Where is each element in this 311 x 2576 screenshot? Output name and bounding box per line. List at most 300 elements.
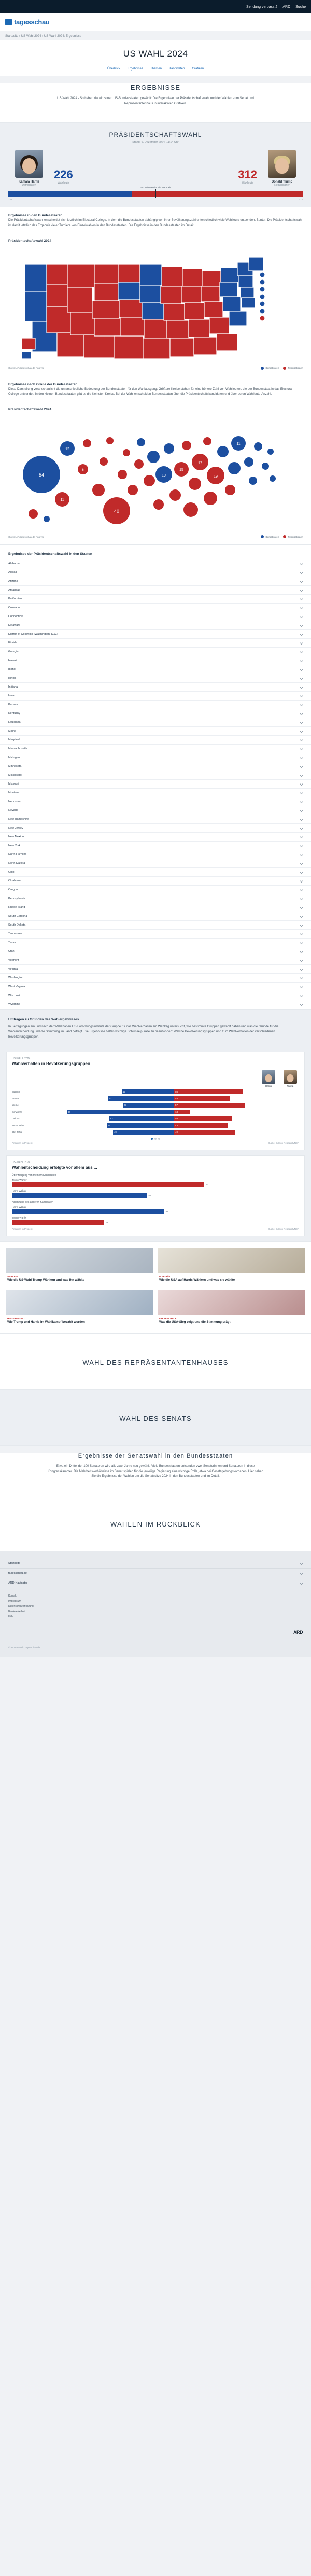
state-accordion-item[interactable] <box>0 912 311 921</box>
state-accordion-label: Florida <box>8 641 17 645</box>
us-bubble-map[interactable] <box>0 412 311 534</box>
topbar-item-sendung[interactable]: Sendung verpasst? <box>246 5 278 9</box>
state-accordion-item[interactable] <box>0 692 311 701</box>
footer-row-tagesschau[interactable] <box>0 1569 311 1578</box>
legend-dem-2: Demokraten <box>265 535 279 538</box>
state-accordion-label: Missouri <box>8 782 19 786</box>
chevron-down-icon <box>300 685 303 689</box>
chevron-down-icon <box>300 835 303 838</box>
chevron-down-icon <box>300 879 303 883</box>
chevron-down-icon <box>300 667 303 671</box>
retrospective-section <box>0 1495 311 1551</box>
bubble-map-subhead: Präsidentschaftswahl 2024 <box>8 408 52 412</box>
state-accordion-item[interactable] <box>0 789 311 797</box>
state-accordion-label: Maryland <box>8 738 20 742</box>
state-accordion-item[interactable] <box>0 850 311 859</box>
trump-photo <box>268 150 296 178</box>
teaser-kicker: ANALYSE <box>7 1275 19 1278</box>
poll2-row <box>12 1216 299 1225</box>
bar-left-value: 226 <box>8 198 12 201</box>
ard-logo[interactable]: ARD <box>293 1630 303 1635</box>
senate-section <box>0 1390 311 1446</box>
state-accordion-label: West Virginia <box>8 985 25 989</box>
chevron-down-icon <box>300 861 303 865</box>
logo[interactable] <box>5 18 50 26</box>
chevron-down-icon <box>300 623 303 627</box>
chevron-down-icon <box>300 720 303 724</box>
state-accordion-label: South Dakota <box>8 923 26 927</box>
chevron-down-icon <box>300 659 303 662</box>
state-accordion-item[interactable] <box>0 595 311 604</box>
senate-title: WAHL DES SENATS <box>119 1414 192 1422</box>
state-accordion-item[interactable] <box>0 568 311 577</box>
state-accordion-label: Illinois <box>8 677 17 680</box>
map-legend <box>261 367 303 370</box>
electors-label-left: Wahlleute <box>58 181 69 185</box>
state-accordion-item[interactable] <box>0 939 311 947</box>
poll1-dem-value: 41 <box>124 1104 127 1107</box>
chevron-down-icon <box>300 941 303 944</box>
state-accordion-label: Alaska <box>8 571 17 575</box>
trump-electors: 312 <box>238 167 257 181</box>
chevron-down-icon <box>300 897 303 900</box>
poll1-rep-value: 13 <box>175 1111 178 1114</box>
state-accordion-label: Kentucky <box>8 712 20 716</box>
poll1-pagination[interactable] <box>12 1138 299 1140</box>
electors-bar-caption <box>0 197 311 207</box>
chevron-right-icon-3 <box>300 1581 303 1585</box>
bubble-map-footer <box>0 534 311 544</box>
poll1-row-label: Männer <box>12 1090 20 1094</box>
subnav-item-kandidaten[interactable]: Kandidaten <box>169 67 185 71</box>
state-map-intro: Die Präsidentschaftswahl entscheidet sich letztlich im Electoral College, in dem die Bundesstaaten abhängig von ihrer Bevölkerungszahl unterschiedlich viele Wahlleute entsenden. Bunter: Die Präsidentschaftswahl ist damit letztlich das Ergebnis vieler Turniere von Einzelwahlen in den Bundesstaaten. Die Ergebnisse in den Bundesstaaten im Detail: <box>8 218 303 227</box>
state-accordion-label: Mississippi <box>8 774 22 777</box>
chevron-down-icon <box>300 632 303 636</box>
state-accordion-item[interactable] <box>0 674 311 683</box>
topbar-item-suche[interactable]: Suche <box>295 5 306 9</box>
state-map-section <box>0 207 311 376</box>
state-accordion-item[interactable] <box>0 797 311 806</box>
state-accordion-item[interactable] <box>0 577 311 586</box>
poll1-row-label: Weiße <box>12 1104 19 1107</box>
state-accordion-item[interactable] <box>0 604 311 612</box>
poll2-note: Angaben in Prozent <box>12 1228 33 1231</box>
candidate-harris[interactable] <box>8 150 50 187</box>
state-accordion-label: Kalifornien <box>8 597 22 601</box>
electors-summary <box>50 168 261 187</box>
topbar-item-ard[interactable]: ARD <box>282 5 291 9</box>
poll2-row-value: 32 <box>105 1221 108 1224</box>
state-accordion-label: Alabama <box>8 562 20 566</box>
chevron-down-icon <box>300 703 303 706</box>
state-accordion-item[interactable] <box>0 921 311 930</box>
state-accordion-label: Arkansas <box>8 589 20 592</box>
bar-right-value: 312 <box>299 198 303 201</box>
poll2-row-label: Trump-Wähler <box>12 1179 27 1182</box>
poll1-head-harris-label: Harris <box>265 1085 272 1088</box>
poll2-row-label: Harris-Wähler <box>12 1206 26 1209</box>
chevron-down-icon <box>300 817 303 821</box>
state-accordion-item[interactable] <box>0 991 311 1000</box>
footer-row-navigator[interactable] <box>0 1578 311 1588</box>
poll1-head-trump <box>281 1070 299 1087</box>
teaser-kicker: PORTRÄT <box>159 1275 171 1278</box>
poll2-subhead-2: Ablehnung des anderen Kandidaten <box>12 1201 53 1205</box>
teaser-card[interactable] <box>158 1290 305 1327</box>
state-accordion-item[interactable] <box>0 771 311 780</box>
svg-text:40: 40 <box>114 509 120 514</box>
state-accordion-label: Maine <box>8 730 16 733</box>
chevron-right-icon-2 <box>300 1571 303 1575</box>
state-accordion-label: Kansas <box>8 703 18 707</box>
chevron-down-icon <box>300 932 303 935</box>
state-accordion-label: New Mexico <box>8 835 24 839</box>
teaser-card[interactable] <box>6 1248 153 1285</box>
chevron-down-icon <box>300 764 303 768</box>
state-accordion-item[interactable] <box>0 559 311 568</box>
poll1-dem-value: 42 <box>122 1090 125 1094</box>
state-accordion-label: Vermont <box>8 959 19 962</box>
poll1-source: Quelle: Edison Research/NEP <box>267 1142 299 1145</box>
teaser-card[interactable] <box>6 1290 153 1327</box>
harris-party: Demokraten <box>22 183 36 187</box>
svg-text:19: 19 <box>162 474 166 478</box>
chevron-down-icon <box>300 967 303 971</box>
bubble-map-section <box>0 376 311 545</box>
bubble-map-source: Quelle: AP/tagesschau.de-Analyse <box>8 535 45 538</box>
chevron-down-icon <box>300 755 303 759</box>
site-footer <box>0 1551 311 1642</box>
polls-title: Umfragen zu Gründen des Wahlergebnisses <box>8 1018 79 1022</box>
copyright: © ARD-aktuell / tagesschau.de <box>0 1642 311 1657</box>
state-accordion-item[interactable] <box>0 894 311 903</box>
state-accordion-label: Idaho <box>8 668 16 671</box>
logo-mark-icon <box>5 19 12 25</box>
poll2-source: Quelle: Edison Research/NEP <box>267 1228 299 1231</box>
bubble-map-heading: Ergebnisse nach Größe der Bundesstaaten <box>8 382 78 386</box>
house-section <box>0 1334 311 1390</box>
svg-text:11: 11 <box>60 498 64 502</box>
teaser-kicker: HINTERGRUND <box>7 1317 25 1320</box>
subnav-item-ueberblick[interactable]: Überblick <box>107 67 120 71</box>
chevron-down-icon <box>300 976 303 979</box>
legend-rep: Republikaner <box>288 367 303 370</box>
poll1-head-trump-label: Trump <box>287 1085 294 1088</box>
state-accordion-item[interactable] <box>0 683 311 692</box>
svg-text:17: 17 <box>198 461 202 466</box>
harris-thumb-photo <box>262 1070 275 1084</box>
chevron-down-icon <box>300 870 303 874</box>
states-accordion[interactable] <box>0 559 311 1009</box>
chevron-down-icon <box>300 888 303 891</box>
results-intro-section <box>0 83 311 123</box>
state-accordion-item[interactable] <box>0 956 311 965</box>
presidential-section <box>0 123 311 207</box>
state-accordion-label: Pennsylvania <box>8 897 25 901</box>
teaser-section <box>0 1242 311 1334</box>
state-accordion-item[interactable] <box>0 701 311 709</box>
footer-row-label-0: Startseite <box>8 1562 21 1565</box>
state-accordion-label: North Carolina <box>8 853 27 857</box>
harris-name: Kamala Harris <box>18 180 40 184</box>
state-accordion-label: Ohio <box>8 871 15 874</box>
chevron-down-icon <box>300 676 303 680</box>
state-accordion-label: Rhode Island <box>8 906 25 909</box>
teaser-kicker: FAKTENCHECK <box>159 1317 177 1320</box>
state-accordion-label: Massachusetts <box>8 747 27 751</box>
chevron-down-icon <box>300 588 303 592</box>
house-title: WAHL DES REPRÄSENTANTENHAUSES <box>82 1358 229 1366</box>
teaser-headline: Wie die US-Wahl Trump Wählern und was ihn wählte <box>7 1279 85 1282</box>
poll2-row-value: 67 <box>206 1183 209 1186</box>
state-accordion-item[interactable] <box>0 815 311 824</box>
poll2-kicker: US-WAHL 2024 <box>12 1161 31 1165</box>
state-accordion-label: New York <box>8 844 21 848</box>
senate-states-section <box>0 1453 311 1496</box>
state-accordion-item[interactable] <box>0 806 311 815</box>
bubble-map-legend <box>261 535 303 538</box>
teaser-headline: Was die USA-Sieg zeigt und die Stimmung prägt <box>159 1320 231 1324</box>
state-accordion-item[interactable] <box>0 639 311 648</box>
poll1-row <box>12 1103 299 1108</box>
poll1-dem-value: 53 <box>109 1097 112 1100</box>
chevron-down-icon <box>300 562 303 565</box>
poll2-row-value: 47 <box>148 1194 151 1197</box>
chevron-down-icon <box>300 738 303 741</box>
poll1-row <box>12 1123 299 1128</box>
poll1-row-label: Schwarze <box>12 1111 22 1114</box>
state-accordion-item[interactable] <box>0 842 311 850</box>
poll1-rep-value: 45 <box>175 1097 178 1100</box>
state-accordion-item[interactable] <box>0 630 311 639</box>
footer-link[interactable]: Impressum <box>8 1600 21 1603</box>
chevron-right-icon <box>300 1561 303 1565</box>
state-accordion-item[interactable] <box>0 762 311 771</box>
state-accordion-item[interactable] <box>0 965 311 974</box>
state-accordion-item[interactable] <box>0 745 311 753</box>
teaser-headline: Wie die USA auf Harris Wählern und was sie wählte <box>159 1279 235 1282</box>
chevron-down-icon <box>300 791 303 794</box>
state-accordion-label: New Hampshire <box>8 818 29 821</box>
state-accordion-label: Minnesota <box>8 765 22 768</box>
footer-row-label-1: tagesschau.de <box>8 1572 27 1575</box>
state-accordion-label: Washington <box>8 976 23 980</box>
state-accordion-item[interactable] <box>0 859 311 868</box>
us-map-svg[interactable] <box>0 244 311 366</box>
legend-dem: Demokraten <box>265 367 279 370</box>
chevron-down-icon <box>300 826 303 830</box>
chevron-down-icon <box>300 773 303 777</box>
legend-rep-2: Republikaner <box>288 535 303 538</box>
teaser-thumb-a <box>6 1248 153 1273</box>
senate-states-title: Ergebnisse der Senatswahl in den Bundesstaaten <box>78 1452 233 1459</box>
state-accordion-label: South Carolina <box>8 915 27 918</box>
states-accordion-title: Ergebnisse der Präsidentschaftswahl in den Staaten <box>8 552 92 556</box>
chevron-down-icon <box>300 993 303 997</box>
state-accordion-label: Arizona <box>8 580 18 583</box>
chevron-down-icon <box>300 958 303 962</box>
chevron-down-icon <box>300 711 303 715</box>
state-accordion-item[interactable] <box>0 983 311 991</box>
poll-card-motivation <box>6 1155 305 1236</box>
state-accordion-item[interactable] <box>0 665 311 674</box>
results-title: ERGEBNISSE <box>130 83 181 91</box>
footer-link[interactable]: Hilfe <box>8 1615 14 1619</box>
poll1-dem-value: 52 <box>110 1117 113 1121</box>
state-accordion-label: Texas <box>8 941 16 945</box>
state-accordion-item[interactable] <box>0 930 311 939</box>
state-accordion-item[interactable] <box>0 718 311 727</box>
chevron-down-icon <box>300 570 303 574</box>
presidential-timestamp: Stand: 6. Dezember 2024, 11:14 Uhr <box>132 140 179 144</box>
state-accordion-label: Wisconsin <box>8 994 22 998</box>
senate-states-text: Etwa ein Drittel der 100 Senatoren wird alle zwei Jahre neu gewählt. Viele Bundesstaaten entsenden zwei Senatorinnen und Senatoren in diese Kongresskammer. Die Mehrheitsverhältnisse im Senat spielen für die jeweilige Regierung eine wichtige Rolle, etwa bei Gesetzgebungsvorhaben. Hier sehen Sie die Ergebnisse der Wahlen um die Senatssitze 2024 in den Bundesstaaten und im Detail. <box>48 1464 263 1478</box>
state-accordion-item[interactable] <box>0 780 311 789</box>
poll2-title: Wahlentscheidung erfolgte vor allem aus ... <box>12 1165 97 1170</box>
state-accordion-label: Nevada <box>8 809 18 813</box>
teaser-thumb-c <box>6 1290 153 1315</box>
chevron-down-icon <box>300 782 303 786</box>
state-accordion-label: District of Columbia (Washington, D.C.) <box>8 633 58 636</box>
state-accordion-item[interactable] <box>0 903 311 912</box>
chevron-down-icon <box>300 914 303 918</box>
harris-photo <box>15 150 43 178</box>
chevron-down-icon <box>300 1002 303 1006</box>
hamburger-icon[interactable] <box>298 20 306 25</box>
state-accordion-label: Michigan <box>8 756 20 760</box>
teaser-thumb-b <box>158 1248 305 1273</box>
poll1-dem-value: 86 <box>67 1111 70 1114</box>
footer-row-label-2: ARD-Navigator <box>8 1581 27 1585</box>
utility-topbar <box>0 0 311 13</box>
chevron-down-icon <box>300 985 303 988</box>
chevron-down-icon <box>300 614 303 618</box>
state-accordion-item[interactable] <box>0 621 311 630</box>
majority-marker-label: 270 Stimmen für die Mehrheit <box>140 186 171 189</box>
state-map-footer <box>0 366 311 376</box>
state-accordion-item[interactable] <box>0 886 311 894</box>
breadcrumb: Startseite › US-Wahl 2024 › US-Wahl 2024: Ergebnisse <box>0 31 311 40</box>
chevron-down-icon <box>300 852 303 856</box>
state-accordion-label: Nebraska <box>8 800 21 804</box>
chevron-down-icon <box>300 694 303 697</box>
chevron-down-icon <box>300 606 303 609</box>
footer-link[interactable]: Barrierefreiheit <box>8 1610 25 1614</box>
presidential-title: PRÄSIDENTSCHAFTSWAHL <box>109 131 202 138</box>
candidate-trump[interactable] <box>261 150 303 187</box>
poll1-dem-value: 54 <box>107 1124 110 1127</box>
svg-text:6: 6 <box>82 469 84 472</box>
state-accordion-item[interactable] <box>0 586 311 595</box>
state-accordion-item[interactable] <box>0 1000 311 1009</box>
subnav-item-ergebnisse[interactable]: Ergebnisse <box>127 67 143 71</box>
trump-thumb-photo <box>284 1070 297 1084</box>
presidential-head <box>0 123 311 146</box>
state-map-heading: Ergebnisse in den Bundesstaaten <box>8 213 63 217</box>
teaser-card[interactable] <box>158 1248 305 1285</box>
site-header <box>0 13 311 31</box>
poll1-rep-value: 46 <box>175 1117 178 1121</box>
chevron-down-icon <box>300 808 303 812</box>
electors-label-right: Wahlleute <box>242 181 253 185</box>
state-accordion-item[interactable] <box>0 648 311 656</box>
poll2-rows-conviction <box>12 1179 299 1198</box>
state-accordion-item[interactable] <box>0 753 311 762</box>
us-choropleth-map[interactable] <box>0 244 311 366</box>
svg-text:15: 15 <box>179 468 183 472</box>
state-accordion-label: New Jersey <box>8 827 23 830</box>
state-accordion-label: Indiana <box>8 685 18 689</box>
state-accordion-label: Virginia <box>8 968 18 971</box>
poll1-rep-value: 49 <box>175 1131 178 1134</box>
section-subnav <box>0 64 311 76</box>
teaser-thumb-d <box>158 1290 305 1315</box>
state-accordion-label: Utah <box>8 950 15 954</box>
state-accordion-item[interactable] <box>0 656 311 665</box>
chevron-down-icon <box>300 597 303 600</box>
polls-lede: In Befragungen am und nach der Wahl haben US-Forschungsinstitute der Gruppe für das Wahlverhalten am Wahltag untersucht, wie bestimmte Gruppen gewählt haben und was die Gründe für die Wahlentscheidung und die Stimmung im Land gefragt. Die Ergebnisse helfen wichtige Schlüsselpunkte zu beantworten: Welche Bevölkerungsgruppen und zum Wahlverhalten der verschiedenen Bevölkerungsgruppen. <box>8 1025 279 1039</box>
footer-link[interactable]: Datenschutzerklärung <box>8 1605 34 1608</box>
footer-row-startseite[interactable] <box>0 1559 311 1569</box>
poll1-note: Angaben in Prozent <box>12 1142 33 1145</box>
state-accordion-item[interactable] <box>0 947 311 956</box>
state-accordion-label: Oklahoma <box>8 879 22 883</box>
state-accordion-item[interactable] <box>0 877 311 886</box>
svg-text:54: 54 <box>38 472 45 478</box>
states-accordion-section <box>0 545 311 1010</box>
state-accordion-item[interactable] <box>0 727 311 736</box>
state-accordion-label: Georgia <box>8 650 19 654</box>
chevron-down-icon <box>300 949 303 953</box>
state-accordion-item[interactable] <box>0 612 311 621</box>
poll1-rep-value: 55 <box>175 1090 178 1094</box>
results-lede: US-Wahl 2024 - So haben die einzelnen US-Bundesstaaten gewählt: Die Ergebnisse der Präsidentschaftswahl und der Wahlen zum Senat und Repräsentantenhaus in interaktiven Grafiken. <box>57 97 254 105</box>
state-accordion-label: Delaware <box>8 624 21 627</box>
chevron-down-icon <box>300 579 303 583</box>
chevron-down-icon <box>300 641 303 645</box>
state-accordion-item[interactable] <box>0 868 311 877</box>
trump-name: Donald Trump <box>271 180 293 184</box>
state-accordion-item[interactable] <box>0 833 311 842</box>
state-accordion-item[interactable] <box>0 736 311 745</box>
footer-bottom <box>0 1625 311 1642</box>
state-accordion-label: Oregon <box>8 888 18 892</box>
poll1-title: Wahlverhalten in Bevölkerungsgruppen <box>12 1061 90 1067</box>
footer-link[interactable]: Kontakt <box>8 1594 17 1598</box>
teaser-headline: Wie Trump und Harris im Wahlkampf bezahlt wurden <box>7 1320 85 1324</box>
state-accordion-item[interactable] <box>0 709 311 718</box>
retrospective-title: WAHLEN IM RÜCKBLICK <box>110 1520 201 1529</box>
subnav-item-grafiken[interactable]: Grafiken <box>192 67 204 71</box>
poll1-heads <box>12 1070 299 1087</box>
state-accordion-item[interactable] <box>0 974 311 983</box>
poll1-row-label: 18-29 Jahre <box>12 1124 25 1127</box>
subnav-item-themen[interactable]: Themen <box>150 67 162 71</box>
poll1-row <box>12 1130 299 1135</box>
state-accordion-item[interactable] <box>0 824 311 833</box>
poll1-row <box>12 1110 299 1114</box>
teaser-grid <box>0 1242 311 1333</box>
state-accordion-label: Hawaii <box>8 659 17 663</box>
state-accordion-label: Louisiana <box>8 721 21 724</box>
poll2-row-label: Trump-Wähler <box>12 1216 27 1220</box>
poll2-row <box>12 1206 299 1214</box>
svg-text:11: 11 <box>236 442 241 446</box>
us-bubble-svg[interactable] <box>0 412 311 534</box>
chevron-down-icon <box>300 729 303 733</box>
logo-text: tagesschau <box>14 18 50 26</box>
poll1-dem-value: 49 <box>114 1131 117 1134</box>
